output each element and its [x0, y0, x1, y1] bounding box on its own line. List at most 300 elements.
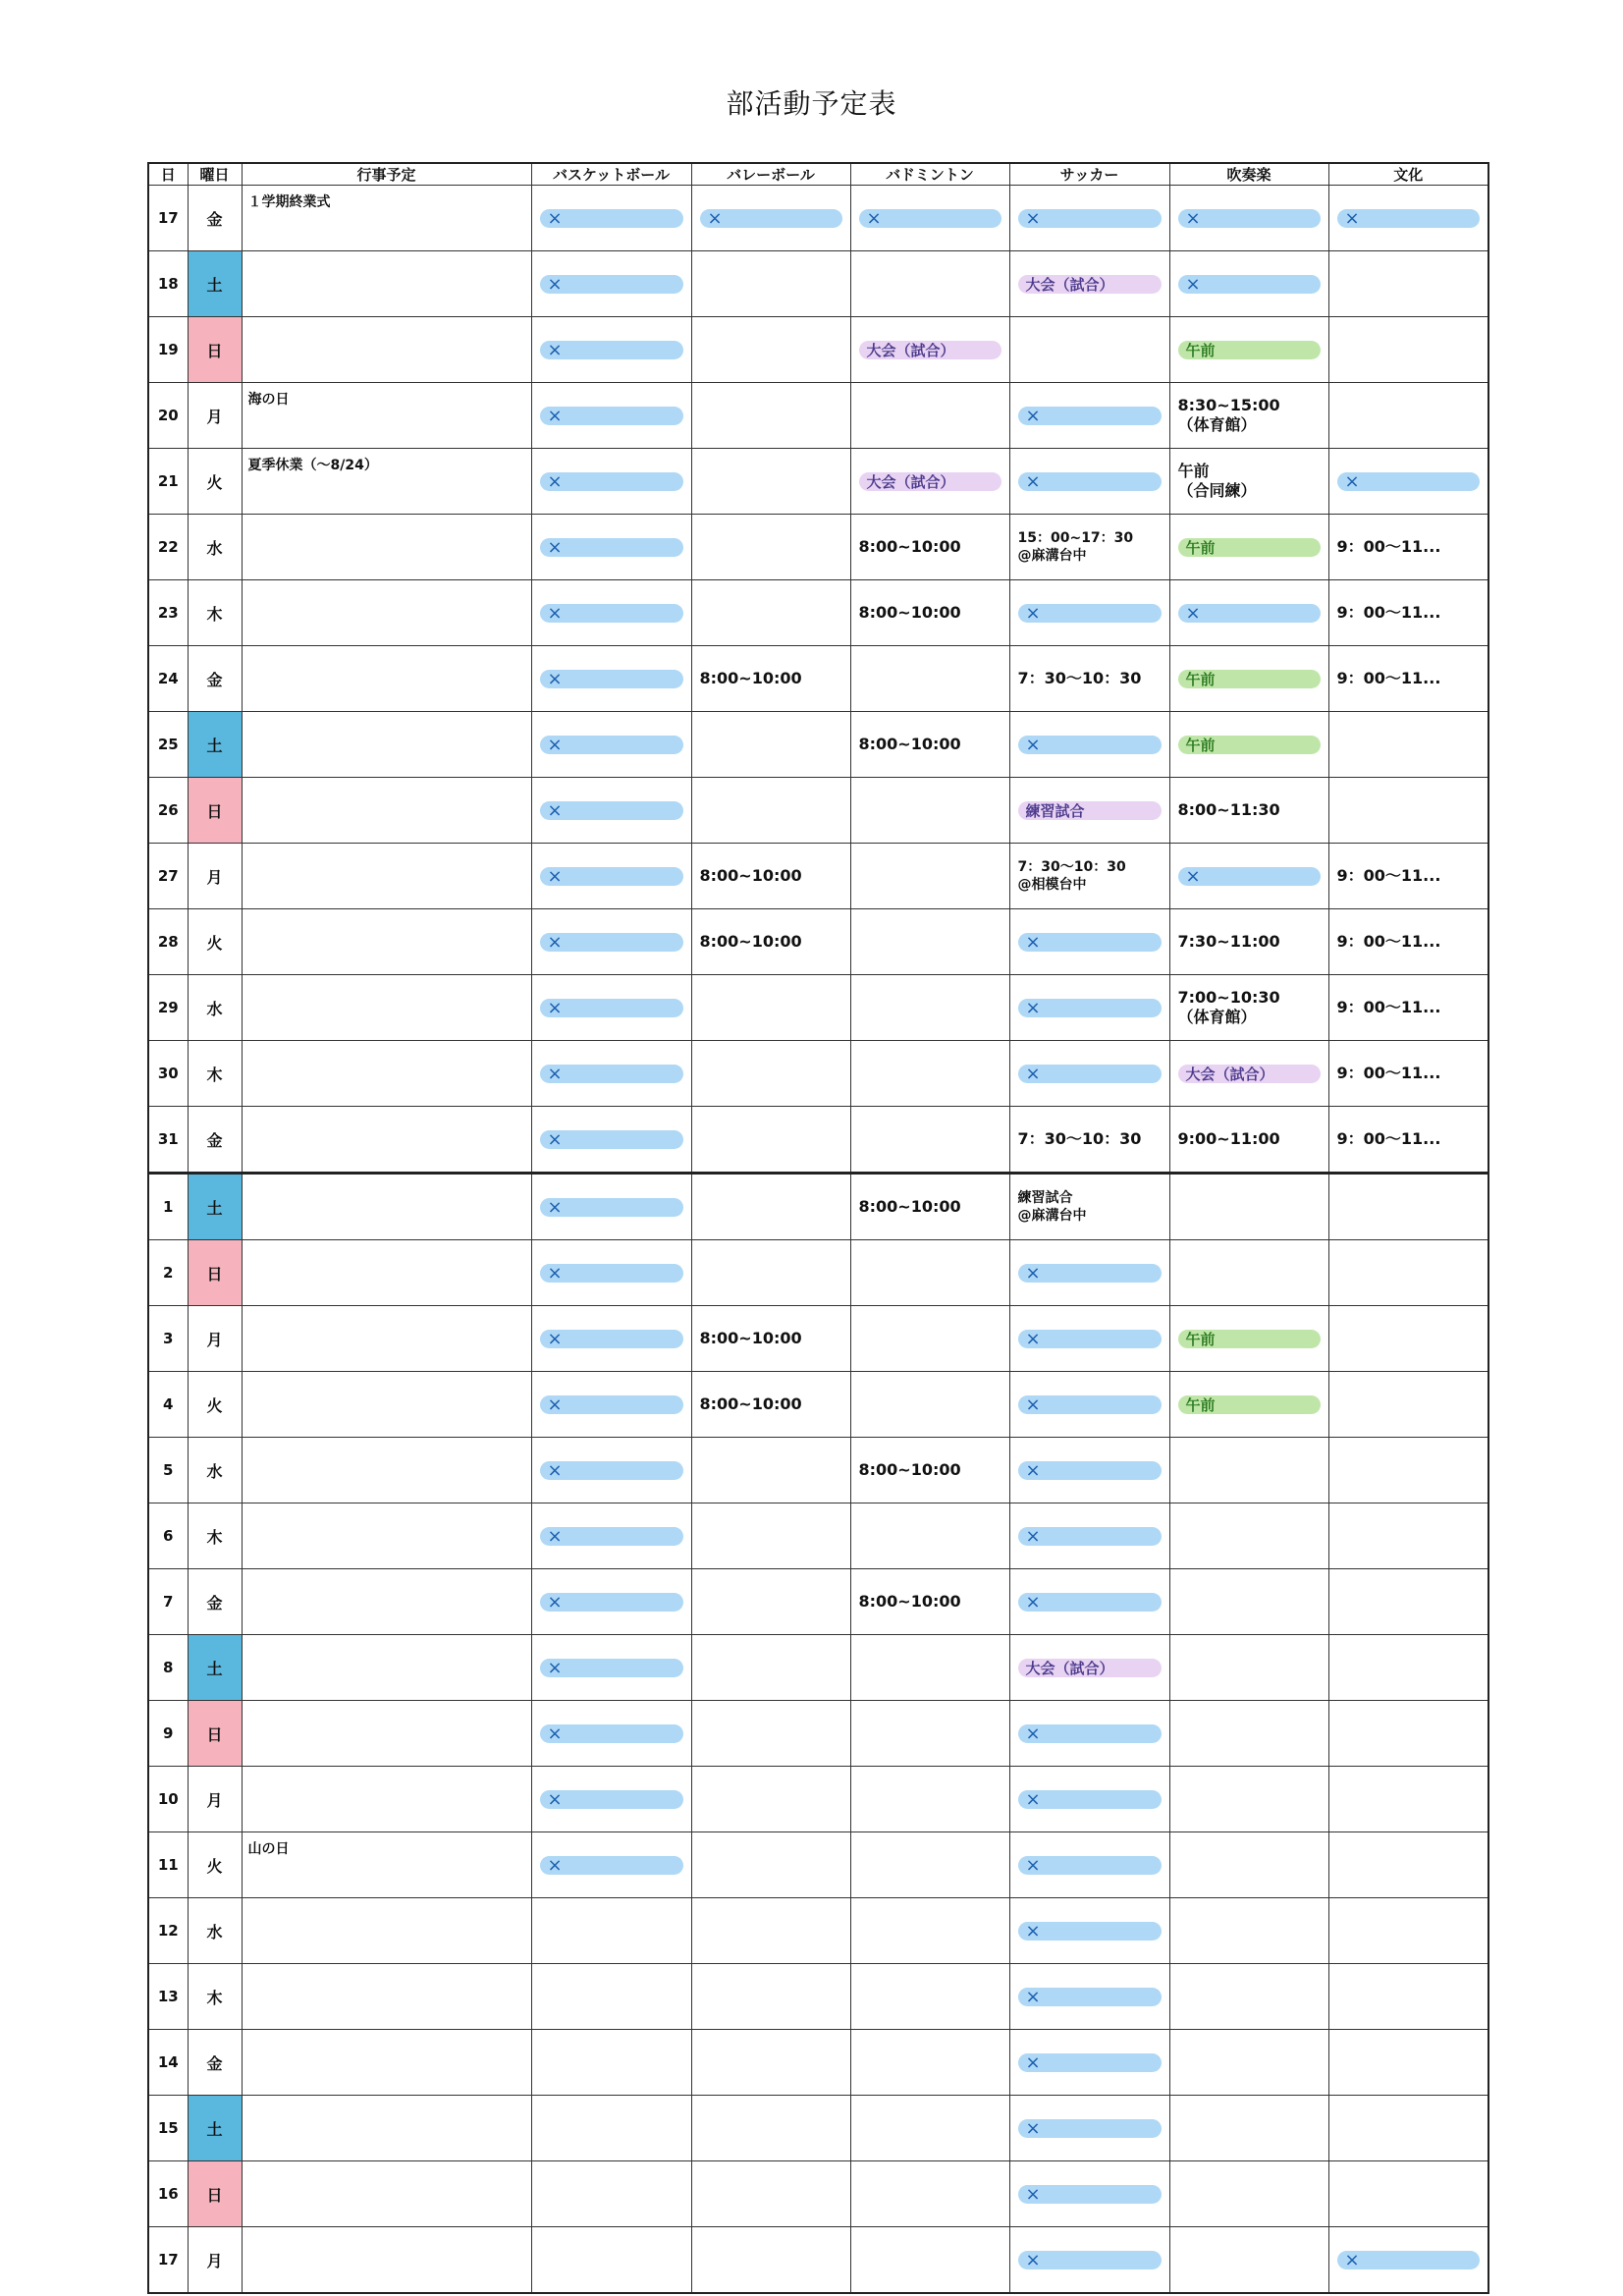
cell-soccer — [1009, 1174, 1169, 1240]
cell-badminton — [850, 2161, 1009, 2227]
cross-icon: × — [547, 1854, 563, 1876]
cell-basketball — [531, 1240, 691, 1306]
cell-brass-band — [1169, 1438, 1328, 1503]
cell-brass-band — [1169, 2161, 1328, 2227]
cell-brass-band — [1169, 1964, 1328, 2030]
day-cell: 12 — [148, 1898, 188, 1964]
cell-culture — [1328, 1701, 1488, 1767]
time-text: 8:00~10:00 — [858, 603, 961, 622]
weekday-cell: 土 — [188, 712, 242, 778]
cell-soccer — [1009, 2096, 1169, 2161]
event-cell: 夏季休業（～8/24） — [242, 449, 531, 515]
cross-icon: × — [1025, 1063, 1041, 1084]
cell-soccer — [1009, 975, 1169, 1041]
morning-label: 午前 — [1178, 670, 1321, 688]
cell-volleyball — [691, 646, 850, 712]
off-marker — [540, 999, 683, 1017]
cell-badminton — [850, 1898, 1009, 1964]
off-marker — [540, 209, 683, 228]
off-marker — [1337, 472, 1481, 491]
cell-brass-band — [1169, 317, 1328, 383]
weekday-cell: 金 — [188, 646, 242, 712]
cross-icon: × — [866, 207, 882, 229]
day-cell: 17 — [148, 2227, 188, 2294]
off-marker — [1018, 1724, 1162, 1743]
cell-volleyball — [691, 909, 850, 975]
cell-soccer — [1009, 1767, 1169, 1832]
day-cell: 15 — [148, 2096, 188, 2161]
header-basketball: バスケットボール — [531, 163, 691, 186]
cell-basketball — [531, 1569, 691, 1635]
off-marker — [1018, 1527, 1162, 1546]
cell-soccer — [1009, 1503, 1169, 1569]
cell-basketball — [531, 1306, 691, 1372]
time-text: 8:00~10:00 — [699, 1329, 802, 1347]
off-marker — [1018, 2185, 1162, 2204]
day-cell: 21 — [148, 449, 188, 515]
off-marker — [540, 604, 683, 623]
cross-icon: × — [1185, 207, 1201, 229]
cross-icon: × — [1025, 2183, 1041, 2205]
event-cell — [242, 646, 531, 712]
tournament-label: 練習試合 — [1018, 801, 1162, 820]
event-cell — [242, 1372, 531, 1438]
cell-badminton — [850, 383, 1009, 449]
cell-basketball — [531, 1701, 691, 1767]
off-marker — [1018, 736, 1162, 754]
off-marker — [540, 736, 683, 754]
cell-brass-band — [1169, 2227, 1328, 2294]
table-row — [148, 1503, 1488, 1569]
weekday-cell: 土 — [188, 1635, 242, 1701]
table-row — [148, 1306, 1488, 1372]
day-cell: 24 — [148, 646, 188, 712]
table-row — [148, 449, 1488, 515]
cell-badminton — [850, 1767, 1009, 1832]
cell-badminton — [850, 1174, 1009, 1240]
weekday-cell: 月 — [188, 1767, 242, 1832]
off-marker — [540, 341, 683, 359]
header-brass-band: 吹奏楽 — [1169, 163, 1328, 186]
cell-basketball — [531, 1832, 691, 1898]
cell-basketball — [531, 1438, 691, 1503]
cell-volleyball — [691, 2161, 850, 2227]
cross-icon: × — [1185, 602, 1201, 624]
cell-culture — [1328, 1174, 1488, 1240]
cross-icon: × — [547, 1063, 563, 1084]
off-marker — [1018, 1922, 1162, 1941]
weekday-cell: 月 — [188, 1306, 242, 1372]
cell-badminton — [850, 580, 1009, 646]
cell-culture — [1328, 1503, 1488, 1569]
cross-icon: × — [547, 799, 563, 821]
cell-badminton — [850, 646, 1009, 712]
cell-badminton — [850, 2227, 1009, 2294]
cell-culture — [1328, 1240, 1488, 1306]
cross-icon: × — [547, 734, 563, 755]
cell-volleyball — [691, 2030, 850, 2096]
day-cell: 6 — [148, 1503, 188, 1569]
cell-brass-band — [1169, 515, 1328, 580]
off-marker — [1018, 1264, 1162, 1283]
cross-icon: × — [547, 536, 563, 558]
cross-icon: × — [547, 1196, 563, 1218]
schedule-body — [148, 186, 1488, 2294]
time-text: 9：00～11... — [1336, 1064, 1441, 1082]
cross-icon: × — [547, 1591, 563, 1613]
cross-icon: × — [1025, 1328, 1041, 1349]
off-marker — [540, 1659, 683, 1677]
time-text: 7:00~10:30 （体育館） — [1177, 988, 1280, 1026]
cell-volleyball — [691, 1174, 850, 1240]
cross-icon: × — [1025, 602, 1041, 624]
day-cell: 19 — [148, 317, 188, 383]
cell-volleyball — [691, 1635, 850, 1701]
weekday-cell: 月 — [188, 844, 242, 909]
cell-culture — [1328, 1438, 1488, 1503]
cell-badminton — [850, 1569, 1009, 1635]
weekday-cell: 金 — [188, 1107, 242, 1174]
cell-brass-band — [1169, 251, 1328, 317]
cell-basketball — [531, 909, 691, 975]
table-row — [148, 1438, 1488, 1503]
day-cell: 1 — [148, 1174, 188, 1240]
event-cell — [242, 1503, 531, 1569]
cell-basketball — [531, 1174, 691, 1240]
cross-icon: × — [547, 1657, 563, 1678]
cell-soccer — [1009, 515, 1169, 580]
cell-soccer — [1009, 1240, 1169, 1306]
cell-basketball — [531, 1898, 691, 1964]
off-marker — [540, 1461, 683, 1480]
cell-brass-band — [1169, 1240, 1328, 1306]
day-cell: 14 — [148, 2030, 188, 2096]
cell-culture — [1328, 1372, 1488, 1438]
cell-volleyball — [691, 712, 850, 778]
time-text: 8:00~10:00 — [699, 932, 802, 951]
weekday-cell: 水 — [188, 1898, 242, 1964]
cell-culture — [1328, 1041, 1488, 1107]
weekday-cell: 金 — [188, 1569, 242, 1635]
cell-basketball — [531, 186, 691, 251]
header-weekday: 曜日 — [188, 163, 242, 186]
cell-volleyball — [691, 975, 850, 1041]
table-row — [148, 778, 1488, 844]
cell-volleyball — [691, 251, 850, 317]
cross-icon: × — [547, 405, 563, 426]
time-text: 8:00~10:00 — [858, 1460, 961, 1479]
day-cell: 13 — [148, 1964, 188, 2030]
day-cell: 2 — [148, 1240, 188, 1306]
cell-soccer — [1009, 2227, 1169, 2294]
off-marker — [540, 1330, 683, 1348]
off-marker — [1018, 472, 1162, 491]
day-cell: 4 — [148, 1372, 188, 1438]
weekday-cell: 水 — [188, 975, 242, 1041]
day-cell: 16 — [148, 2161, 188, 2227]
cross-icon: × — [547, 1128, 563, 1150]
cross-icon: × — [547, 602, 563, 624]
off-marker — [1018, 2251, 1162, 2269]
cell-culture — [1328, 909, 1488, 975]
cell-badminton — [850, 1240, 1009, 1306]
event-cell — [242, 2161, 531, 2227]
cell-badminton — [850, 449, 1009, 515]
time-text: 8:00~10:00 — [699, 866, 802, 885]
cross-icon: × — [1025, 1262, 1041, 1284]
cell-badminton — [850, 251, 1009, 317]
table-row — [148, 909, 1488, 975]
cell-volleyball — [691, 844, 850, 909]
cell-badminton — [850, 1832, 1009, 1898]
cell-brass-band — [1169, 1503, 1328, 1569]
cross-icon: × — [547, 273, 563, 295]
cell-brass-band — [1169, 1635, 1328, 1701]
cell-culture — [1328, 383, 1488, 449]
weekday-cell: 金 — [188, 2030, 242, 2096]
event-cell — [242, 1635, 531, 1701]
cell-badminton — [850, 778, 1009, 844]
time-text: 8:30~15:00 （体育館） — [1177, 396, 1280, 434]
day-cell: 29 — [148, 975, 188, 1041]
cross-icon: × — [1025, 1854, 1041, 1876]
cell-soccer — [1009, 646, 1169, 712]
cell-culture — [1328, 251, 1488, 317]
cell-culture — [1328, 712, 1488, 778]
cross-icon: × — [1025, 1394, 1041, 1415]
cross-icon: × — [547, 1394, 563, 1415]
cell-basketball — [531, 1041, 691, 1107]
day-cell: 17 — [148, 186, 188, 251]
event-cell — [242, 1174, 531, 1240]
cell-soccer — [1009, 383, 1169, 449]
cell-brass-band — [1169, 909, 1328, 975]
cross-icon: × — [1025, 1722, 1041, 1744]
table-row — [148, 1107, 1488, 1174]
morning-label: 午前 — [1178, 538, 1321, 557]
off-marker — [1018, 407, 1162, 425]
schedule-table — [147, 162, 1489, 2294]
weekday-cell: 木 — [188, 580, 242, 646]
cell-basketball — [531, 1372, 691, 1438]
cross-icon: × — [1025, 2117, 1041, 2139]
time-text: 9:00~11:00 — [1177, 1129, 1280, 1148]
day-cell: 3 — [148, 1306, 188, 1372]
table-row — [148, 2227, 1488, 2294]
table-row — [148, 1240, 1488, 1306]
cell-soccer — [1009, 712, 1169, 778]
cell-volleyball — [691, 1041, 850, 1107]
table-row — [148, 515, 1488, 580]
off-marker — [540, 1856, 683, 1875]
off-marker — [1178, 604, 1321, 623]
cross-icon: × — [547, 1788, 563, 1810]
event-cell — [242, 1107, 531, 1174]
cell-soccer — [1009, 844, 1169, 909]
cell-soccer — [1009, 1306, 1169, 1372]
off-marker — [540, 670, 683, 688]
cell-badminton — [850, 1306, 1009, 1372]
cross-icon: × — [1025, 470, 1041, 492]
cell-badminton — [850, 844, 1009, 909]
cell-volleyball — [691, 580, 850, 646]
table-row — [148, 1041, 1488, 1107]
cross-icon: × — [1185, 865, 1201, 887]
off-marker — [540, 275, 683, 294]
weekday-cell: 火 — [188, 449, 242, 515]
time-text: 練習試合 @麻溝台中 — [1017, 1190, 1087, 1224]
cell-badminton — [850, 1701, 1009, 1767]
off-marker — [1018, 1065, 1162, 1083]
off-marker — [540, 933, 683, 952]
event-cell — [242, 580, 531, 646]
time-text: 8:00~10:00 — [699, 1394, 802, 1413]
cell-culture — [1328, 844, 1488, 909]
time-text: 7:30~11:00 — [1177, 932, 1280, 951]
cell-culture — [1328, 449, 1488, 515]
off-marker — [1018, 933, 1162, 952]
cell-soccer — [1009, 1898, 1169, 1964]
tournament-label: 大会（試合） — [1018, 275, 1162, 294]
table-row — [148, 580, 1488, 646]
cross-icon: × — [1025, 2249, 1041, 2270]
day-cell: 27 — [148, 844, 188, 909]
cell-volleyball — [691, 1569, 850, 1635]
event-cell — [242, 2096, 531, 2161]
tournament-label: 大会（試合） — [859, 472, 1001, 491]
header-row — [148, 163, 1488, 186]
cell-basketball — [531, 1635, 691, 1701]
event-cell — [242, 778, 531, 844]
off-marker — [1018, 1988, 1162, 2006]
cell-culture — [1328, 2161, 1488, 2227]
cell-volleyball — [691, 1832, 850, 1898]
off-marker — [540, 1790, 683, 1809]
cell-badminton — [850, 317, 1009, 383]
cell-brass-band — [1169, 975, 1328, 1041]
cell-badminton — [850, 712, 1009, 778]
weekday-cell: 日 — [188, 2161, 242, 2227]
cross-icon: × — [547, 1262, 563, 1284]
cell-badminton — [850, 1107, 1009, 1174]
off-marker — [540, 1198, 683, 1217]
cell-badminton — [850, 909, 1009, 975]
table-row — [148, 1635, 1488, 1701]
cell-volleyball — [691, 317, 850, 383]
table-row — [148, 712, 1488, 778]
cell-soccer — [1009, 1832, 1169, 1898]
cell-culture — [1328, 2096, 1488, 2161]
event-cell: 山の日 — [242, 1832, 531, 1898]
cell-basketball — [531, 1767, 691, 1832]
cell-culture — [1328, 1898, 1488, 1964]
off-marker — [540, 1593, 683, 1612]
cell-culture — [1328, 1832, 1488, 1898]
cell-volleyball — [691, 1767, 850, 1832]
weekday-cell: 土 — [188, 251, 242, 317]
cross-icon: × — [1025, 931, 1041, 953]
cell-basketball — [531, 383, 691, 449]
weekday-cell: 土 — [188, 1174, 242, 1240]
cell-volleyball — [691, 449, 850, 515]
cell-brass-band — [1169, 712, 1328, 778]
cell-volleyball — [691, 1240, 850, 1306]
cell-soccer — [1009, 2030, 1169, 2096]
cell-basketball — [531, 844, 691, 909]
cell-badminton — [850, 1438, 1009, 1503]
cell-brass-band — [1169, 1107, 1328, 1174]
header-badminton: バドミントン — [850, 163, 1009, 186]
event-cell — [242, 1240, 531, 1306]
off-marker — [1018, 999, 1162, 1017]
morning-label: 午前 — [1178, 341, 1321, 359]
cell-culture — [1328, 515, 1488, 580]
header-soccer: サッカー — [1009, 163, 1169, 186]
cell-badminton — [850, 1635, 1009, 1701]
weekday-cell: 金 — [188, 186, 242, 251]
cell-brass-band — [1169, 1767, 1328, 1832]
cross-icon: × — [547, 668, 563, 689]
table-row — [148, 2030, 1488, 2096]
cross-icon: × — [1025, 1459, 1041, 1481]
time-text: 午前 （合同練） — [1177, 462, 1257, 500]
time-text: 7：30～10：30 — [1017, 669, 1142, 687]
event-cell — [242, 2030, 531, 2096]
cell-culture — [1328, 1306, 1488, 1372]
cross-icon: × — [1025, 1525, 1041, 1547]
weekday-cell: 木 — [188, 1964, 242, 2030]
cell-basketball — [531, 2096, 691, 2161]
cross-icon: × — [1025, 1986, 1041, 2007]
cross-icon: × — [1344, 2249, 1360, 2270]
weekday-cell: 月 — [188, 383, 242, 449]
cell-badminton — [850, 2030, 1009, 2096]
table-row — [148, 646, 1488, 712]
cell-brass-band — [1169, 383, 1328, 449]
cross-icon: × — [1025, 1591, 1041, 1613]
cell-volleyball — [691, 383, 850, 449]
time-text: 8:00~10:00 — [858, 1592, 961, 1611]
cross-icon: × — [547, 339, 563, 360]
cross-icon: × — [547, 470, 563, 492]
cell-soccer — [1009, 1107, 1169, 1174]
off-marker — [1018, 1593, 1162, 1612]
day-cell: 18 — [148, 251, 188, 317]
off-marker — [540, 867, 683, 886]
cell-badminton — [850, 186, 1009, 251]
cell-soccer — [1009, 1438, 1169, 1503]
event-cell — [242, 1569, 531, 1635]
event-cell — [242, 1767, 531, 1832]
cell-soccer — [1009, 580, 1169, 646]
table-row — [148, 383, 1488, 449]
cell-culture — [1328, 1635, 1488, 1701]
weekday-cell: 木 — [188, 1503, 242, 1569]
cell-brass-band — [1169, 844, 1328, 909]
event-cell — [242, 1701, 531, 1767]
cell-soccer — [1009, 2161, 1169, 2227]
weekday-cell: 水 — [188, 515, 242, 580]
cell-basketball — [531, 2030, 691, 2096]
cross-icon: × — [707, 207, 723, 229]
event-cell — [242, 1306, 531, 1372]
cell-brass-band — [1169, 2030, 1328, 2096]
off-marker — [1337, 209, 1481, 228]
tournament-label: 大会（試合） — [1178, 1065, 1321, 1083]
cell-volleyball — [691, 1701, 850, 1767]
table-row — [148, 1832, 1488, 1898]
table-row — [148, 186, 1488, 251]
